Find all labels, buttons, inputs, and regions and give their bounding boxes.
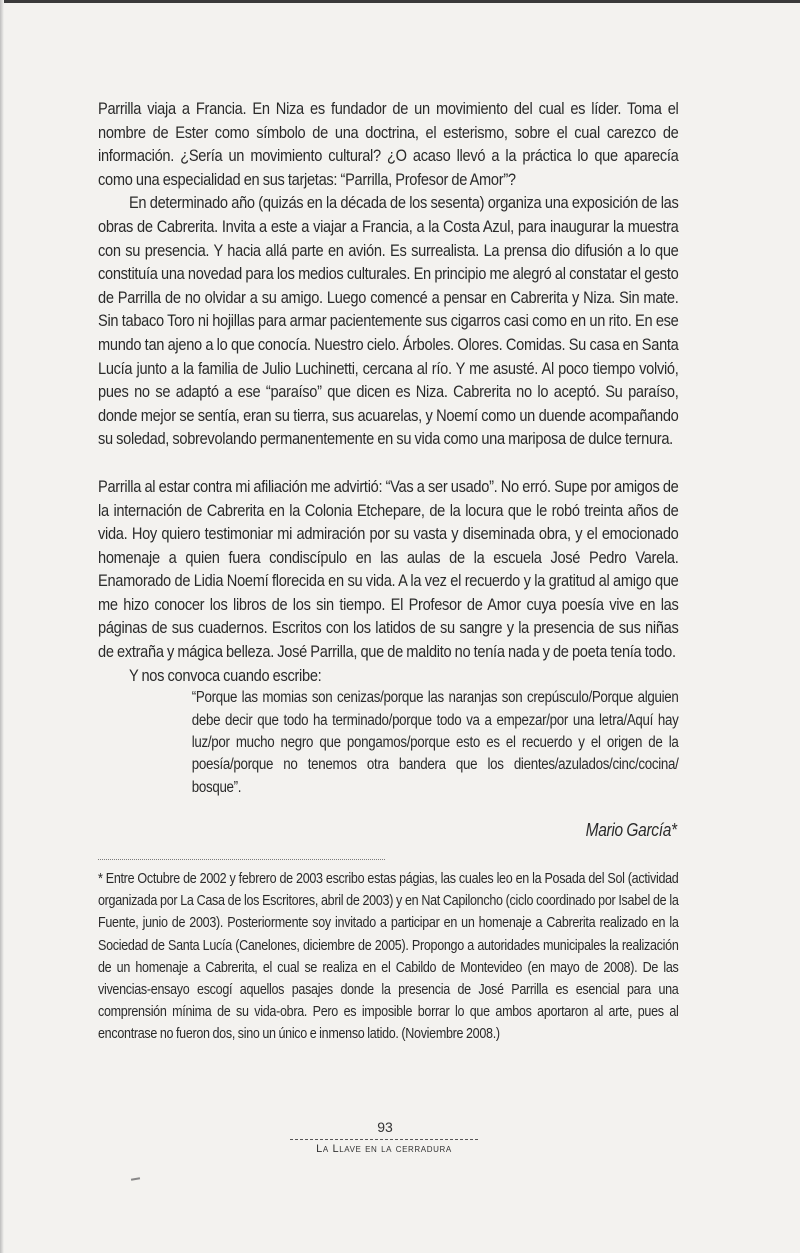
paragraph-3: Parrilla al estar contra mi afiliación me advirtió: “Vas a ser usado”. No erró. Supe por amigos de la internación de Cabrerita en la Colonia Etchepare, de la locura que le robó treinta años de vida. Hoy quiero testimoniar mi admiración por su vasta y diseminada obra, y el emocionado homenaje a quien fuera condiscípulo en las aulas de la escuela José Pedro Varela. Enamorado de Lidia Noemí florecida en su vida. A la vez el recuerdo y la gratitud al amigo que me hizo conocer los libros de los sin tiempo. El Profesor de Amor cuya poesía vive en las páginas de sus cuadernos. Escritos con los latidos de su sangre y la presencia de sus niñas de extraña y mágica belleza. José Parrilla, que de maldito no tenía nada y de poeta tenía todo. — [98, 476, 679, 662]
page-gutter-shadow — [0, 0, 4, 1253]
paragraph-4: Y nos convoca cuando escribe: — [128, 665, 322, 685]
footer-divider — [290, 1139, 478, 1140]
body-text — [98, 97, 679, 843]
page-number: 93 — [377, 1119, 393, 1135]
print-speck — [131, 1177, 140, 1181]
footnote-block — [98, 868, 679, 1046]
footnote-paragraph: * Entre Octubre de 2002 y febrero de 2003 escribo estas págias, las cuales leo en la Posada del Sol (actividad organizada por La Casa de los Escritores, abril de 2003) y en Nat Capiloncho (ciclo coordinado por Isabel de la Fuente, junio de 2003). Posteriormente soy invitado a participar en un homenaje a Cabrerita realizado en la Sociedad de Santa Lucía (Canelones, diciembre de 2005). Propongo a autoridades municipales la realización de un homenaje a Cabrerita, el cual se realiza en el Cabildo de Montevideo (en mayo de 2008). De las vivencias-ensayo escogí aquellos pasajes donde la presencia de José Parrilla es esencial para una comprensión mínima de su vida-obra. Pero es imposible borrar lo que ambos aportaron al arte, pues al encontrase no fueron dos, sino un único e inmenso latido. (Noviembre 2008.) — [98, 871, 679, 1043]
running-footer-title: La Llave en la cerradura — [316, 1143, 452, 1155]
footnote-divider — [98, 859, 385, 860]
paragraph-1: Parrilla viaja a Francia. En Niza es fundador de un movimiento del cual es líder. Toma el nombre de Ester como símbolo de una doctrina, el esterismo, sobre el cual carezco de información. ¿Sería un movimiento cultural? ¿O acaso llevó a la práctica lo que aparecía como una especialidad en sus tarjetas: “Parrilla, Profesor de Amor”? — [98, 99, 679, 189]
top-edge-rule — [0, 0, 800, 3]
paragraph-gap — [98, 451, 679, 475]
author-signature: Mario García* — [585, 820, 677, 841]
paragraph-2: En determinado año (quizás en la década de los sesenta) organiza una exposición de las obras de Cabrerita. Invita a este a viajar a Francia, a la Costa Azul, para inaugurar la muestra con su presencia. Y hacia allá parte en avión. Es surrealista. La prensa dio difusión a lo que constituía una novedad para los medios culturales. En principio me alegró al constatar el gesto de Parrilla de no olvidar a su amigo. Luego comencé a pensar en Cabrerita y Niza. Sin mate. Sin tabaco Toro ni hojillas para armar pacientemente sus cigarros casi como en un rito. En ese mundo tan ajeno a lo que conocía. Nuestro cielo. Árboles. Olores. Comidas. Su casa en Santa Lucía junto a la familia de Julio Luchinetti, cercana al río. Y me asusté. Al poco tiempo volvió, pues no se adaptó a ese “paraíso” que dicen es Niza. Cabrerita no lo aceptó. Su paraíso, donde mejor se sentía, eran su tierra, sus acuarelas, y Noemí como un duende acompañando su soledad, sobrevolando permanentemente en su vida como una mariposa de dulce ternura. — [98, 193, 679, 449]
poem-quote: “Porque las momias son cenizas/porque las naranjas son crepúsculo/Porque alguien debe decir que todo ha terminado/porque todo va a empezar/por una letra/Aquí hay luz/por mucho negro que pongamos/porque esto es el recuerdo y el origen de la poesía/porque no tenemos otra bandera que los dientes/azulados/cinc/cocina/ bosque”. — [191, 689, 679, 796]
main-text-block — [98, 97, 679, 843]
footnote-text — [98, 868, 679, 1046]
